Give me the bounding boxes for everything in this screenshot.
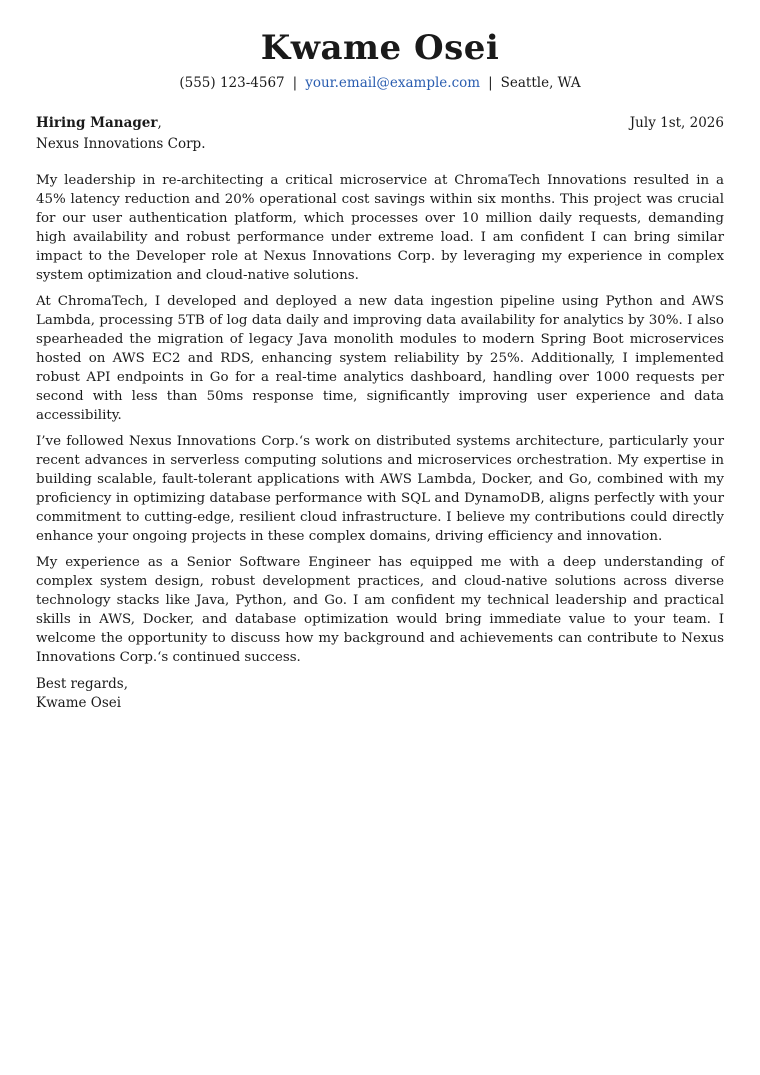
closing-salutation: Best regards,	[36, 676, 129, 692]
letter-date: July 1st, 2026	[629, 115, 724, 131]
recipient-company: Nexus Innovations Corp.	[36, 136, 206, 152]
letter-closing	[36, 675, 724, 713]
contact-separator: |	[292, 75, 298, 91]
contact-line	[36, 74, 724, 92]
recipient-date-row	[36, 114, 724, 133]
recipient-title: Hiring Manager	[36, 115, 158, 131]
email-link[interactable]: your.email@example.com	[305, 75, 481, 91]
recipient-title-suffix: ,	[157, 115, 162, 131]
phone-number: (555) 123-4567	[179, 75, 285, 91]
applicant-name: Kwame Osei	[260, 28, 500, 68]
body-paragraph: My experience as a Senior Software Engineer has equipped me with a deep understanding of complex system design, robust development practices, and cloud-native solutions across diverse technology stacks like Java, Python, and Go. I am confident my technical leadership and practical skills in AWS, Docker, and database optimization would bring immediate value to your team. I welcome the opportunity to discuss how my background and achievements can contribute to Nexus Innovations Corp.‘s continued success.	[36, 555, 724, 665]
recipient-line	[36, 114, 162, 133]
location: Seattle, WA	[500, 75, 581, 91]
contact-separator: |	[488, 75, 493, 91]
body-paragraph: At ChromaTech, I developed and deployed a new data ingestion pipeline using Python and AWS Lambda, processing 5TB of log data daily and improving data availability for analytics by 30%. I also spearheaded the migration of legacy Java monolith modules to modern Spring Boot microservices hosted on AWS EC2 and RDS, enhancing system reliability by 25%. Additionally, I implemented robust API endpoints in Go for a real-time analytics dashboard, handling over 1000 requests per second with less than 50ms response time, significantly improving user experience and data accessibility.	[36, 294, 724, 423]
body-paragraph: I’ve followed Nexus Innovations Corp.‘s work on distributed systems architecture, particularly your recent advances in serverless computing solutions and microservices orchestration. My expertise in building scalable, fault-tolerant applications with AWS Lambda, Docker, and Go, combined with my proficiency in optimizing database performance with SQL and DynamoDB, aligns perfectly with your commitment to cutting-edge, resilient cloud infrastructure. I believe my contributions could directly enhance your ongoing projects in these complex domains, driving efficiency and innovation.	[36, 434, 724, 544]
closing-signature: Kwame Osei	[36, 695, 122, 711]
letter-body	[36, 171, 724, 667]
body-paragraph: My leadership in re-architecting a critical microservice at ChromaTech Innovations resulted in a 45% latency reduction and 20% operational cost savings within six months. This project was crucial for our user authentication platform, which processes over 10 million daily requests, demanding high availability and robust performance under extreme load. I am confident I can bring similar impact to the Developer role at Nexus Innovations Corp. by leveraging my experience in complex system optimization and cloud-native solutions.	[36, 173, 724, 283]
